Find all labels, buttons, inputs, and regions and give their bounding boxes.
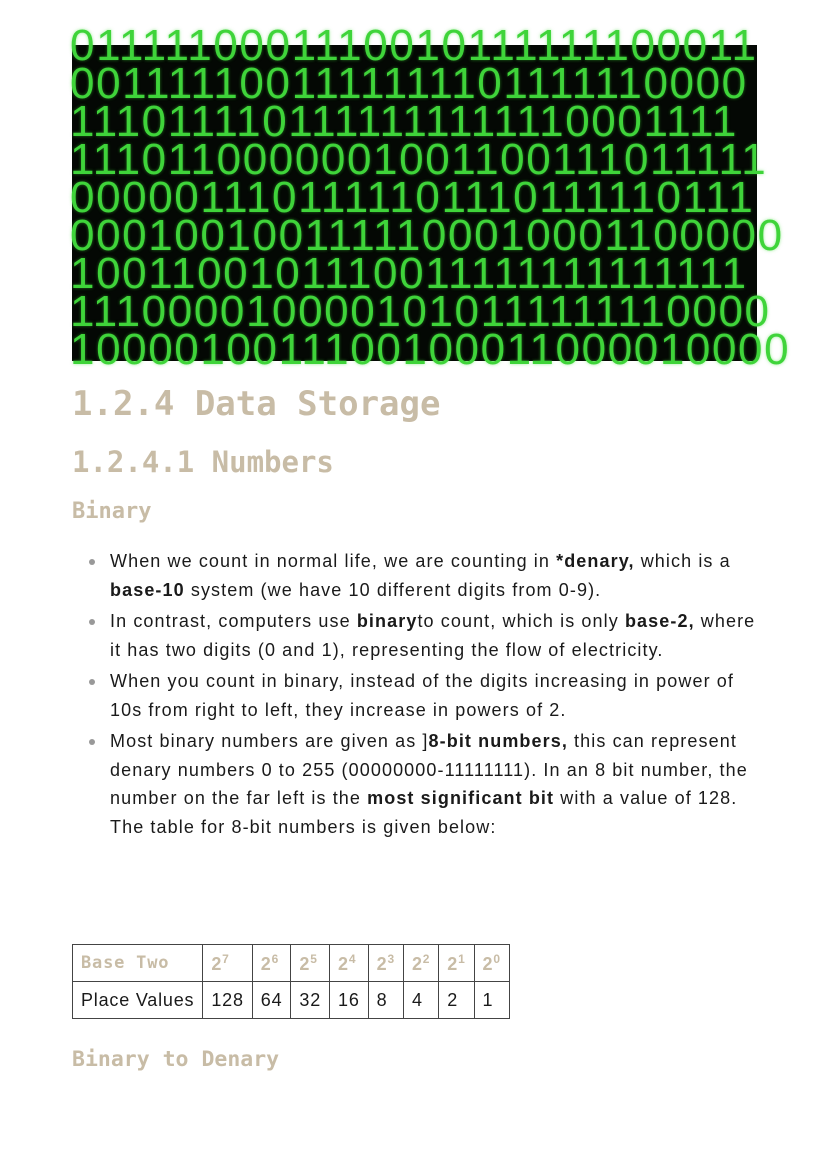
power-cell: $2^5$	[291, 945, 330, 982]
header-label: Base Two	[73, 945, 203, 982]
bullet-list	[110, 547, 760, 844]
list-item: When you count in binary, instead of the digits increasing in power of 10s from right to left, they increase in powers of 2.	[110, 667, 760, 724]
binary-row: 1110111101111111111110001111	[70, 97, 738, 146]
value-cell: 8	[368, 982, 403, 1019]
binary-row: 1000010011100100011000010000	[70, 325, 791, 374]
binary-row: 1001100101110011111111111111	[70, 249, 748, 298]
binary-row: 0001001001111100010001100000	[70, 211, 784, 260]
row-label: Place Values	[73, 982, 203, 1019]
table-header-row	[73, 945, 510, 982]
binary-row: 0000011101111101110111110111	[70, 173, 755, 222]
binary-code-image	[70, 21, 791, 374]
list-item: In contrast, computers use binaryto count, which is only base-2, where it has two digits (0 and 1), representing the flow of electricity.	[110, 607, 760, 664]
place-value-table	[72, 944, 510, 1019]
binary-row: 1110000100001010111111110000	[70, 287, 771, 336]
value-cell: 128	[203, 982, 252, 1019]
list-item: When we count in normal life, we are counting in *denary, which is a base-10 system (we have 10 different digits from 0-9).	[110, 547, 760, 604]
binary-row: 0111110001110010111111100011	[70, 21, 758, 70]
section-heading: 1.2.4 Data Storage	[72, 384, 441, 424]
power-cell: $2^7$	[203, 945, 252, 982]
power-cell: $2^1$	[439, 945, 474, 982]
value-cell: 32	[291, 982, 330, 1019]
binary-to-denary-heading: Binary to Denary	[72, 1047, 280, 1072]
power-cell: $2^3$	[368, 945, 403, 982]
binary-row: 0011111001111111101111110000	[70, 59, 748, 108]
binary-heading: Binary	[72, 499, 152, 524]
value-cell: 4	[403, 982, 438, 1019]
power-cell: $2^2$	[403, 945, 438, 982]
value-cell: 64	[252, 982, 291, 1019]
table-row	[73, 982, 510, 1019]
value-cell: 16	[330, 982, 369, 1019]
power-cell: $2^6$	[252, 945, 291, 982]
power-cell: $2^0$	[474, 945, 509, 982]
value-cell: 1	[474, 982, 509, 1019]
value-cell: 2	[439, 982, 474, 1019]
subsection-heading: 1.2.4.1 Numbers	[72, 445, 334, 479]
power-cell: $2^4$	[330, 945, 369, 982]
binary-row: 1110110000001001100111011111	[70, 135, 768, 184]
list-item: Most binary numbers are given as ]8-bit numbers, this can represent denary numbers 0 to 255 (00000000-11111111). In an 8 bit number, the number on the far left is the most significant bit with a value of 128. The table for 8-bit numbers is given below:	[110, 727, 760, 841]
